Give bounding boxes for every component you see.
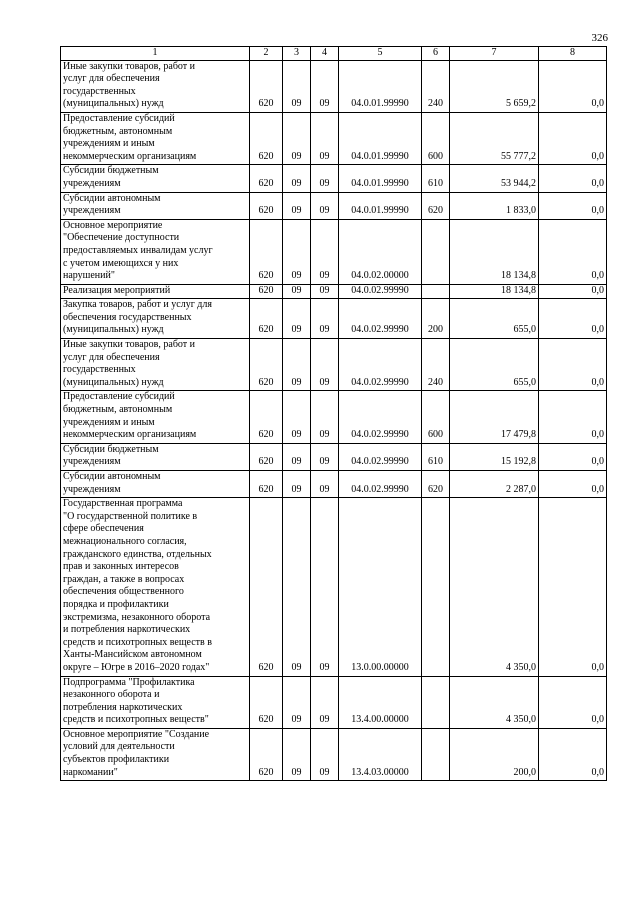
cell-section: 09 (283, 728, 311, 780)
table-row (61, 391, 607, 443)
cell-section: 09 (283, 339, 311, 391)
cell-amount-secondary: 0,0 (539, 165, 607, 192)
table-row (61, 192, 607, 219)
cell-amount: 55 777,2 (450, 112, 539, 164)
cell-target-article: 04.0.01.99990 (339, 112, 422, 164)
cell-subsection: 09 (311, 339, 339, 391)
cell-subsection: 09 (311, 391, 339, 443)
cell-ved: 620 (250, 728, 283, 780)
cell-section: 09 (283, 60, 311, 112)
row-name: Основное мероприятие "Обеспечение доступности предоставляемых инвалидам услуг с учетом имеющихся у них нарушений" (61, 219, 250, 284)
cell-ved: 620 (250, 165, 283, 192)
table-row (61, 443, 607, 470)
table-row (61, 60, 607, 112)
cell-ved: 620 (250, 284, 283, 299)
cell-section: 09 (283, 112, 311, 164)
cell-target-article: 04.0.02.99990 (339, 443, 422, 470)
row-name: Субсидии бюджетным учреждениям (61, 443, 250, 470)
cell-amount: 17 479,8 (450, 391, 539, 443)
cell-subsection: 09 (311, 112, 339, 164)
table-row (61, 219, 607, 284)
cell-target-article: 04.0.01.99990 (339, 165, 422, 192)
cell-expense-type: 620 (422, 471, 450, 498)
column-header: 4 (311, 47, 339, 61)
cell-ved: 620 (250, 112, 283, 164)
table-row (61, 498, 607, 676)
cell-amount: 4 350,0 (450, 676, 539, 728)
cell-amount: 18 134,8 (450, 219, 539, 284)
cell-target-article: 04.0.02.99990 (339, 471, 422, 498)
cell-amount-secondary: 0,0 (539, 192, 607, 219)
cell-ved: 620 (250, 219, 283, 284)
cell-amount-secondary: 0,0 (539, 728, 607, 780)
column-header: 6 (422, 47, 450, 61)
table-row (61, 728, 607, 780)
table-row (61, 165, 607, 192)
cell-target-article: 04.0.02.99990 (339, 391, 422, 443)
cell-amount: 4 350,0 (450, 498, 539, 676)
column-header: 1 (61, 47, 250, 61)
cell-ved: 620 (250, 676, 283, 728)
column-header: 7 (450, 47, 539, 61)
cell-amount: 655,0 (450, 339, 539, 391)
cell-ved: 620 (250, 443, 283, 470)
row-name: Иные закупки товаров, работ и услуг для обеспечения государственных (муниципальных) нужд (61, 339, 250, 391)
cell-ved: 620 (250, 192, 283, 219)
cell-expense-type: 240 (422, 339, 450, 391)
cell-section: 09 (283, 498, 311, 676)
row-name: Субсидии бюджетным учреждениям (61, 165, 250, 192)
cell-expense-type: 600 (422, 391, 450, 443)
cell-amount: 18 134,8 (450, 284, 539, 299)
row-name: Основное мероприятие "Создание условий для деятельности субъектов профилактики наркомании" (61, 728, 250, 780)
cell-subsection: 09 (311, 60, 339, 112)
cell-amount: 655,0 (450, 299, 539, 339)
cell-expense-type (422, 219, 450, 284)
cell-amount: 5 659,2 (450, 60, 539, 112)
table-body (61, 60, 607, 781)
cell-section: 09 (283, 219, 311, 284)
row-name: Иные закупки товаров, работ и услуг для обеспечения государственных (муниципальных) нужд (61, 60, 250, 112)
cell-expense-type: 600 (422, 112, 450, 164)
cell-section: 09 (283, 471, 311, 498)
table-row (61, 284, 607, 299)
row-name: Реализация мероприятий (61, 284, 250, 299)
cell-target-article: 13.4.03.00000 (339, 728, 422, 780)
cell-amount-secondary: 0,0 (539, 443, 607, 470)
cell-section: 09 (283, 391, 311, 443)
cell-subsection: 09 (311, 443, 339, 470)
cell-target-article: 04.0.02.00000 (339, 219, 422, 284)
table-row (61, 299, 607, 339)
cell-section: 09 (283, 299, 311, 339)
cell-subsection: 09 (311, 284, 339, 299)
cell-expense-type (422, 676, 450, 728)
page-number: 326 (591, 32, 608, 44)
table-row (61, 339, 607, 391)
cell-target-article: 04.0.02.99990 (339, 284, 422, 299)
cell-expense-type: 200 (422, 299, 450, 339)
cell-subsection: 09 (311, 299, 339, 339)
cell-amount: 53 944,2 (450, 165, 539, 192)
cell-target-article: 04.0.01.99990 (339, 192, 422, 219)
cell-expense-type (422, 284, 450, 299)
cell-section: 09 (283, 284, 311, 299)
row-name: Субсидии автономным учреждениям (61, 192, 250, 219)
cell-subsection: 09 (311, 676, 339, 728)
budget-table (60, 46, 607, 781)
row-name: Подпрограмма "Профилактика незаконного оборота и потребления наркотических средств и психотропных веществ" (61, 676, 250, 728)
cell-subsection: 09 (311, 192, 339, 219)
column-header: 8 (539, 47, 607, 61)
cell-ved: 620 (250, 60, 283, 112)
cell-ved: 620 (250, 339, 283, 391)
cell-expense-type: 620 (422, 192, 450, 219)
cell-amount: 1 833,0 (450, 192, 539, 219)
cell-amount-secondary: 0,0 (539, 219, 607, 284)
cell-amount-secondary: 0,0 (539, 284, 607, 299)
table-row (61, 676, 607, 728)
cell-amount-secondary: 0,0 (539, 112, 607, 164)
cell-amount-secondary: 0,0 (539, 299, 607, 339)
cell-amount: 15 192,8 (450, 443, 539, 470)
row-name: Предоставление субсидий бюджетным, автономным учреждениям и иным некоммерческим организациям (61, 391, 250, 443)
row-name: Государственная программа "О государственной политике в сфере обеспечения межнационального согласия, гражданского единства, отдельных прав и законных интересов граждан, а также в вопросах обеспечения общественного порядка и профилактики экстремизма, незаконного оборота и потребления наркотических средств и психотропных веществ в Ханты-Мансийском автономном округе – Югре в 2016–2020 годах" (61, 498, 250, 676)
cell-subsection: 09 (311, 498, 339, 676)
cell-target-article: 04.0.02.99990 (339, 339, 422, 391)
cell-subsection: 09 (311, 165, 339, 192)
row-name: Предоставление субсидий бюджетным, автономным учреждениям и иным некоммерческим организациям (61, 112, 250, 164)
cell-amount-secondary: 0,0 (539, 391, 607, 443)
cell-target-article: 04.0.02.99990 (339, 299, 422, 339)
cell-section: 09 (283, 443, 311, 470)
cell-ved: 620 (250, 471, 283, 498)
cell-ved: 620 (250, 299, 283, 339)
cell-amount-secondary: 0,0 (539, 60, 607, 112)
table-header-row (61, 47, 607, 61)
cell-subsection: 09 (311, 219, 339, 284)
cell-section: 09 (283, 676, 311, 728)
cell-subsection: 09 (311, 728, 339, 780)
cell-amount-secondary: 0,0 (539, 676, 607, 728)
cell-amount-secondary: 0,0 (539, 339, 607, 391)
row-name: Субсидии автономным учреждениям (61, 471, 250, 498)
cell-ved: 620 (250, 498, 283, 676)
cell-section: 09 (283, 165, 311, 192)
column-header: 3 (283, 47, 311, 61)
column-header: 5 (339, 47, 422, 61)
cell-section: 09 (283, 192, 311, 219)
row-name: Закупка товаров, работ и услуг для обеспечения государственных (муниципальных) нужд (61, 299, 250, 339)
cell-expense-type (422, 498, 450, 676)
cell-target-article: 13.4.00.00000 (339, 676, 422, 728)
cell-amount: 2 287,0 (450, 471, 539, 498)
cell-expense-type (422, 728, 450, 780)
column-header: 2 (250, 47, 283, 61)
cell-amount-secondary: 0,0 (539, 471, 607, 498)
table-row (61, 112, 607, 164)
cell-subsection: 09 (311, 471, 339, 498)
cell-ved: 620 (250, 391, 283, 443)
cell-expense-type: 240 (422, 60, 450, 112)
cell-target-article: 04.0.01.99990 (339, 60, 422, 112)
cell-target-article: 13.0.00.00000 (339, 498, 422, 676)
cell-expense-type: 610 (422, 443, 450, 470)
cell-amount-secondary: 0,0 (539, 498, 607, 676)
cell-amount: 200,0 (450, 728, 539, 780)
table-row (61, 471, 607, 498)
cell-expense-type: 610 (422, 165, 450, 192)
